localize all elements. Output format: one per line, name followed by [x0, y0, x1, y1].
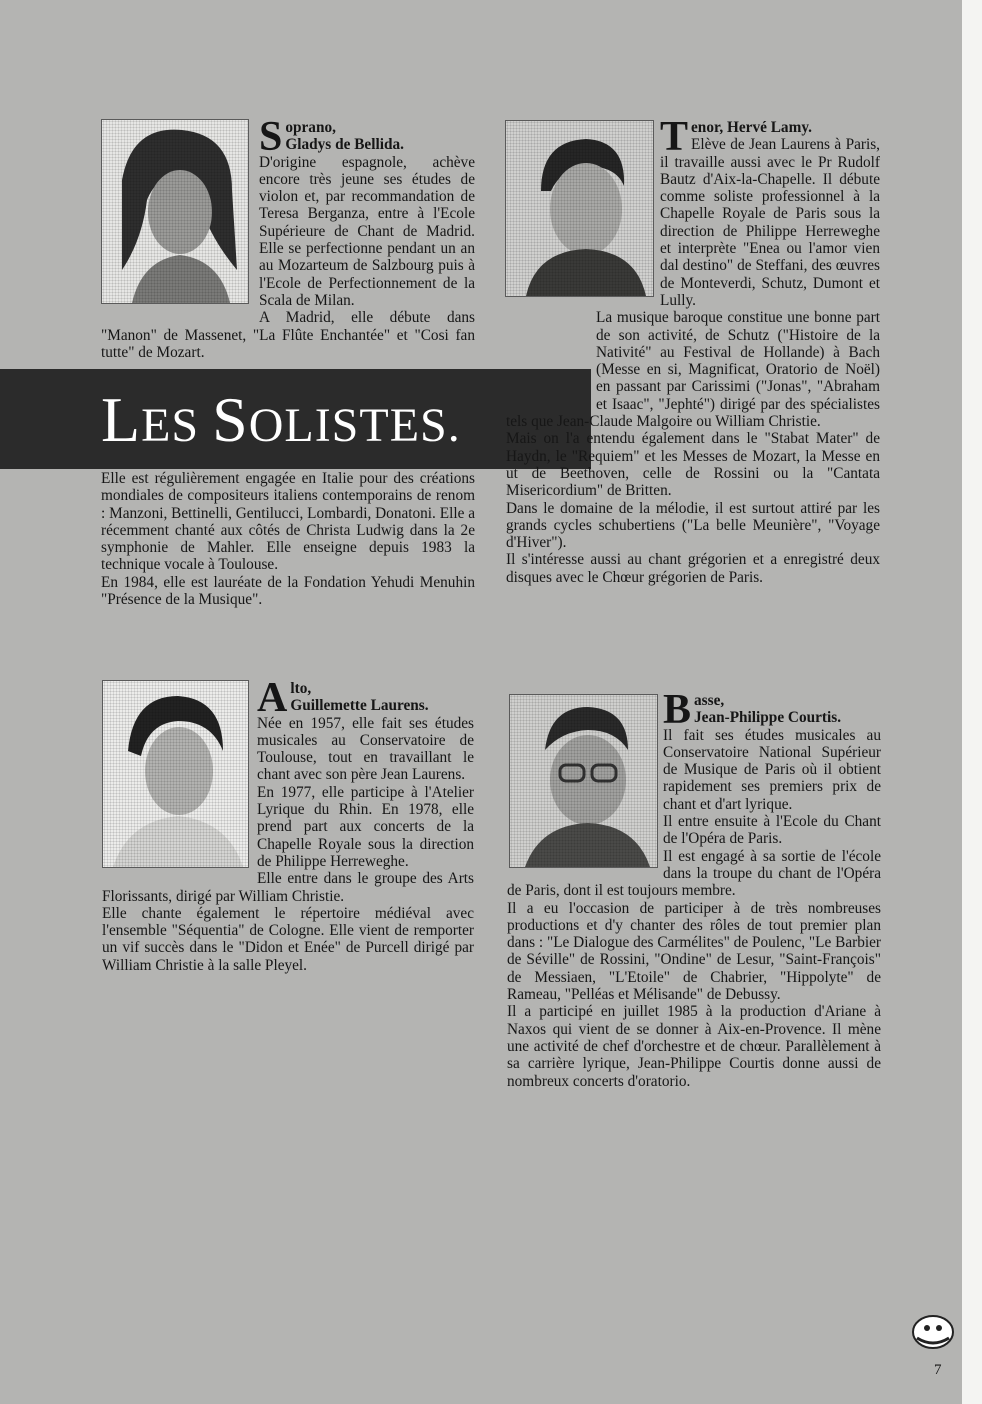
- basse-bio-paragraph-3: Il est engagé à sa sortie de l'école dans la troupe du chant de l'Opéra de Paris, dont il est toujours membre.: [507, 847, 881, 900]
- alto-bio-paragraph-4: Elle chante également le répertoire médiéval avec l'ensemble "Séquentia" de Cologne. Elle vient de remporter un vif succès dans le "Didon et Enée" de Purcell dirigé par William Christie à la salle Pleyel.: [102, 904, 474, 974]
- basse-bio-paragraph-2: Il entre ensuite à l'Ecole du Chant de l'Opéra de Paris.: [663, 813, 881, 848]
- alto-heading-name: Guillemette Laurens.: [290, 697, 429, 715]
- soprano-heading-role: oprano,: [285, 119, 336, 136]
- page-number: 7: [934, 1362, 942, 1378]
- soprano-text-bottom: [101, 470, 475, 608]
- tenor-bio-paragraph-1: Elève de Jean Laurens à Paris, il travaille aussi avec le Pr Rudolf Bautz d'Aix-la-Chapelle. Il débute comme soliste professionnel à la Chapelle Royale de Paris sous la direction de Philippe Herreweghe et interprète "Enea ou l'amor vien dal destino" de Steffani, des œuvres de Monteverdi, Schutz, Dumont et Lully.: [660, 136, 880, 309]
- alto-bio-paragraph-2: En 1977, elle participe à l'Atelier Lyrique du Rhin. En 1978, elle prend part aux concerts de la Chapelle Royale sous la direction de Philippe Herreweghe.: [257, 783, 474, 870]
- basse-text: [507, 687, 881, 1090]
- alto-bio-paragraph-3: Elle entre dans le groupe des Arts Florissants, dirigé par William Christie.: [102, 870, 474, 905]
- basse-bio-paragraph-5: Il a participé en juillet 1985 à la production d'Ariane à Naxos qui vient de se donner à Aix-en-Provence. Il mène une activité de chef d'orchestre et de chœur. Parallèlement à sa carrière lyrique, Jean-Philippe Courtis donne aussi de nombreux concerts d'oratorio.: [507, 1003, 881, 1090]
- soprano-bio-paragraph-3: Elle est régulièrement engagée en Italie pour des créations mondiales de compositeurs italiens contemporains de renom : Manzoni, Bettinelli, Gentilucci, Lombardi, Donatoni. Elle a récemment chanté aux côtés de Christa Ludwig dans la 2e symphonie de Mahler. Elle enseigne depuis 1983 la technique vocale à Toulouse.: [101, 470, 475, 574]
- tenor-drop-cap: T: [660, 114, 689, 160]
- emblem-logo: [911, 1312, 955, 1352]
- alto-text: [102, 675, 474, 974]
- tenor-heading: enor, Hervé Lamy.: [691, 119, 812, 136]
- tenor-bio-paragraph-3: Mais on l'a entendu également dans le "Stabat Mater" de Haydn, le "Requiem" et les Messes de Mozart, la Messe en ut de Beethoven, celle de Rossini ou la "Cantata Misericordium" de Britten.: [506, 430, 880, 500]
- soprano-bio-paragraph-1: D'origine espagnole, achève encore très jeune ses études de violon et, par recommandation de Teresa Berganza, entre à l'Ecole Supérieure de Chant de Madrid. Elle se perfectionne pendant un an au Mozarteum de Salzbourg puis à l'Ecole de Perfectionnement de la Scala de Milan.: [259, 153, 475, 309]
- soprano-text-top: [101, 114, 475, 361]
- tenor-text: [506, 114, 880, 586]
- soprano-drop-cap: S: [259, 114, 283, 160]
- section-title: LES SOLISTES.: [101, 384, 461, 455]
- alto-heading-role: lto,: [290, 680, 312, 697]
- soprano-heading-name: Gladys de Bellida.: [285, 136, 404, 154]
- basse-heading-name: Jean-Philippe Courtis.: [694, 709, 842, 727]
- tenor-bio-paragraph-5: Il s'intéresse aussi au chant grégorien et a enregistré deux disques avec le Chœur grégorien de Paris.: [506, 551, 880, 586]
- tenor-bio-paragraph-4: Dans le domaine de la mélodie, il est surtout attiré par les grands cycles schubertiens ("La belle Meunière", "Voyage d'Hiver").: [506, 499, 880, 552]
- alto-bio-paragraph-1: Née en 1957, elle fait ses études musicales au Conservatoire de Toulouse, tout en travaillant le chant avec son père Jean Laurens.: [257, 714, 474, 784]
- basse-heading-role: asse,: [694, 692, 725, 709]
- basse-bio-paragraph-1: Il fait ses études musicales au Conservatoire National Supérieur de Musique de Paris où il obtient rapidement ses premiers prix de chant et d'art lyrique.: [663, 726, 881, 813]
- soprano-bio-paragraph-2: A Madrid, elle débute dans "Manon" de Massenet, "La Flûte Enchantée" et "Cosi fan tutte" de Mozart.: [101, 309, 475, 361]
- basse-bio-paragraph-4: Il a eu l'occasion de participer à de très nombreuses productions et d'y chanter des rôles de tout premier plan dans : "Le Dialogue des Carmélites" de Poulenc, "Le Barbier de Séville" de Rossini, "Ondine" de Lesur, "Saint-François" de Messiaen, "L'Etoile" de Chabrier, "Hippolyte" de Rameau, "Pelléas et Mélisande" de Debussy.: [507, 899, 881, 1004]
- alto-drop-cap: A: [257, 675, 288, 721]
- soprano-bio-paragraph-4: En 1984, elle est lauréate de la Fondation Yehudi Menuhin "Présence de la Musique".: [101, 573, 475, 609]
- tenor-bio-paragraph-2: La musique baroque constitue une bonne part de son activité, de Schutz ("Histoire de la Nativité" au Festival de Hollande) à Bach (Messe en si, Magnificat, Oratorio de Noël) en passant par Carissimi ("Jonas", "Abraham et Isaac", "Jephté") dirigé par des spécialistes tels que Jean-Claude Malgoire ou William Christie.: [506, 309, 880, 431]
- basse-drop-cap: B: [663, 687, 692, 733]
